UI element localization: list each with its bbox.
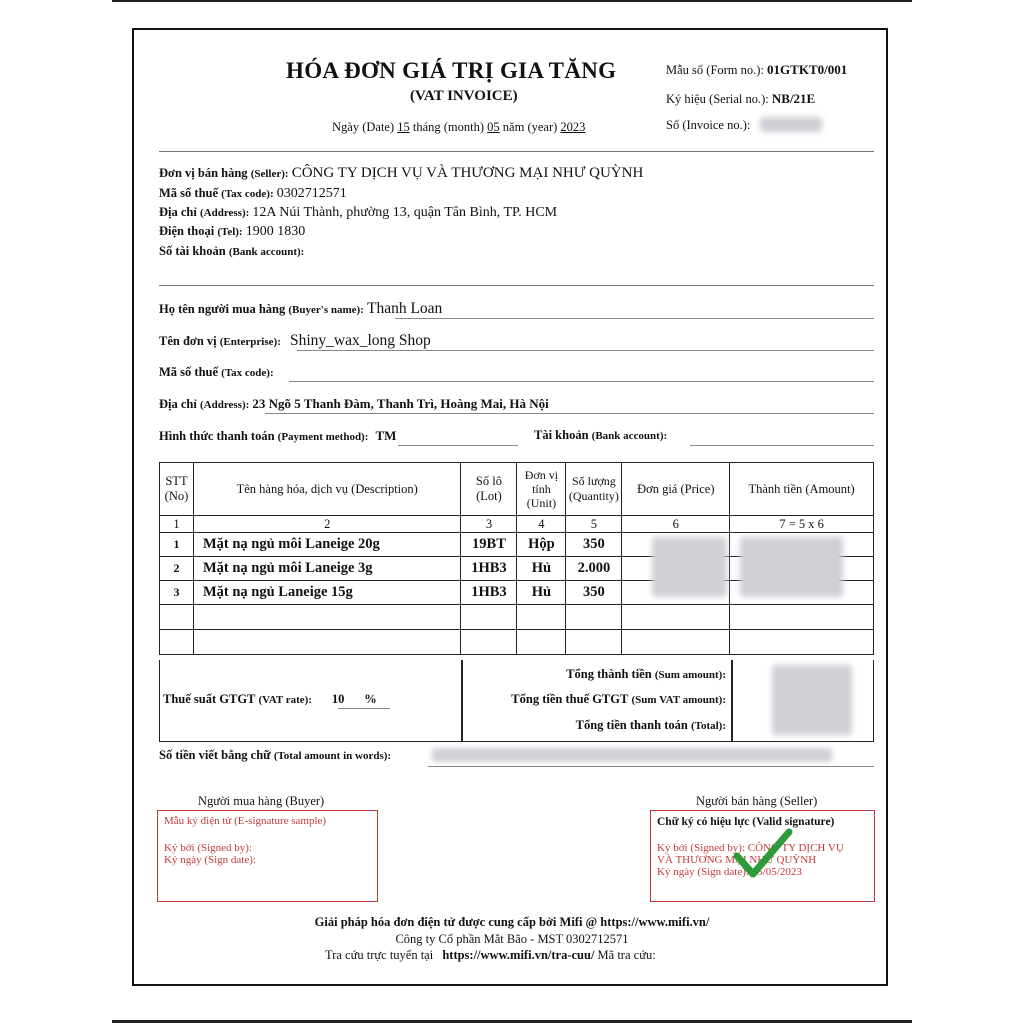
footer-line-1: Giải pháp hóa đơn điện tử được cung cấp bởi Mifi @ https://www.mifi.vn/ (314, 915, 710, 929)
serial-number (666, 91, 815, 107)
invoice-number (666, 118, 750, 133)
vat-amount-label: Tổng tiền thuế GTGT (511, 692, 629, 706)
buyer-name-label: Họ tên người mua hàng (159, 302, 286, 316)
serial-label: Ký hiệu (Serial no.): (666, 92, 769, 106)
seller-sign-date: Ký ngày (Sign date): 15/05/2023 (657, 866, 802, 878)
footer-lookup-link[interactable]: https://www.mifi.vn/tra-cuu/ (442, 948, 595, 962)
words-row (159, 748, 391, 763)
footer-line-2: Công ty Cổ phần Mắt Bão - MST 0302712571 (395, 932, 629, 946)
divider (159, 151, 874, 152)
buyer-bank-row (534, 428, 667, 443)
buyer-bank-label: Tài khoản (534, 428, 589, 442)
seller-tax-row (159, 186, 347, 202)
row-description: Mặt nạ ngủ môi Laneige 3g (193, 557, 461, 581)
amount-redacted (740, 537, 843, 597)
seller-tax-label: Mã số thuế (159, 186, 219, 200)
row-lot: 19BT (461, 533, 517, 557)
buyer-tax-label: Mã số thuế (159, 365, 219, 379)
footer-provider (0, 915, 1024, 930)
footer-company (0, 932, 1024, 947)
seller-bank-row (159, 244, 304, 259)
seller-name-label: Đơn vị bán hàng (159, 166, 248, 180)
buyer-address: 23 Ngõ 5 Thanh Đàm, Thanh Trì, Hoàng Mai, Hà Nội (252, 396, 549, 411)
buyer-name-row (159, 300, 442, 318)
date-month-label: tháng (month) (412, 120, 485, 134)
seller-tel-row (159, 224, 305, 240)
table-header-row (160, 463, 874, 516)
table-number-row (160, 516, 874, 533)
buyer-enterprise-label-en: (Enterprise): (219, 336, 281, 348)
total-label-en: (Total): (690, 720, 726, 732)
sum-amount-label: Tổng thành tiền (566, 667, 652, 681)
words-line (428, 766, 874, 767)
seller-tel-label: Điện thoại (159, 224, 215, 238)
col-number: 7 = 5 x 6 (730, 516, 874, 533)
vat-amount-row (511, 692, 726, 707)
col-number: 4 (517, 516, 566, 533)
serial-value: NB/21E (771, 91, 816, 106)
table-row-empty (160, 630, 874, 655)
seller-name-label-en: (Seller): (250, 168, 289, 180)
seller-signed-by: Ký bởi (Signed by): CÔNG TY DỊCH VỤ (657, 842, 844, 854)
row-lot: 1HB3 (461, 557, 517, 581)
buyer-enterprise-label: Tên đơn vị (159, 334, 217, 348)
footer-lookup-label: Tra cứu trực tuyến tại (325, 948, 434, 962)
header-description: Tên hàng hóa, dịch vụ (Description) (193, 463, 461, 516)
date-year: 2023 (560, 120, 586, 134)
col-number: 6 (622, 516, 730, 533)
seller-address-label-en: (Address): (199, 207, 250, 219)
row-stt: 2 (160, 557, 194, 581)
top-border-line (112, 0, 912, 2)
buyer-enterprise-row (159, 332, 431, 350)
payment-label-en: (Payment method): (277, 431, 369, 443)
header-unit: Đơn vị tính (Unit) (517, 463, 566, 516)
col-number: 3 (461, 516, 517, 533)
vat-rate-row (163, 692, 377, 707)
buyer-tax-row (159, 365, 274, 380)
col-number: 2 (193, 516, 461, 533)
col-number: 5 (566, 516, 622, 533)
buyer-enterprise-line (297, 350, 874, 351)
vat-rate-value: 10 (331, 692, 345, 706)
vat-amount-label-en: (Sum VAT amount): (631, 694, 726, 706)
seller-address-row (159, 205, 557, 221)
bottom-border-line (112, 1020, 912, 1023)
payment-label: Hình thức thanh toán (159, 429, 275, 443)
seller-tax-label-en: (Tax code): (221, 188, 274, 200)
buyer-signed-by: Ký bởi (Signed by): (164, 842, 253, 854)
buyer-name-line (395, 318, 874, 319)
buyer-name: Thanh Loan (366, 300, 443, 317)
sum-amount-row (566, 667, 726, 682)
buyer-bank-line (690, 445, 874, 446)
valid-check-icon (733, 826, 793, 882)
buyer-enterprise: Shiny_wax_long Shop (289, 332, 431, 349)
buyer-tax-label-en: (Tax code): (221, 367, 274, 379)
buyer-address-label: Địa chỉ (159, 397, 197, 411)
vat-rate-label-en: (VAT rate): (258, 694, 312, 706)
invoice-label: Số (Invoice no.): (666, 118, 751, 132)
payment-value: TM (375, 428, 397, 443)
sum-amount-label-en: (Sum amount): (654, 669, 726, 681)
seller-tel: 1900 1830 (245, 224, 306, 239)
header-amount: Thành tiền (Amount) (730, 463, 874, 516)
row-stt: 3 (160, 581, 194, 605)
seller-name: CÔNG TY DỊCH VỤ VÀ THƯƠNG MẠI NHƯ QUỲNH (291, 165, 644, 181)
invoice-subtitle: (VAT INVOICE) (410, 88, 518, 104)
form-value: 01GTKT0/001 (767, 62, 848, 77)
buyer-signature-title: Người mua hàng (Buyer) (198, 794, 325, 808)
header-stt: STT (No) (160, 463, 194, 516)
buyer-tax-line (289, 381, 874, 382)
row-quantity: 350 (566, 581, 622, 605)
seller-name-row (159, 165, 643, 182)
buyer-address-label-en: (Address): (199, 399, 250, 411)
totals-redacted (772, 665, 852, 735)
row-quantity: 350 (566, 533, 622, 557)
payment-line (398, 445, 518, 446)
divider (159, 285, 874, 286)
invoice-date (332, 120, 585, 135)
row-unit: Hủ (517, 557, 566, 581)
buyer-signature-box (157, 810, 378, 902)
vat-rate-label: Thuế suất GTGT (163, 692, 256, 706)
seller-signature-title: Người bán hàng (Seller) (696, 794, 818, 808)
vat-rate-unit: % (364, 692, 377, 706)
total-row (576, 718, 726, 733)
invoice-number-redacted (760, 117, 822, 132)
summary-divider (731, 660, 733, 742)
row-quantity: 2.000 (566, 557, 622, 581)
row-description: Mặt nạ ngủ môi Laneige 20g (193, 533, 461, 557)
footer-lookup-code: Mã tra cứu: (597, 948, 656, 962)
buyer-address-line (265, 413, 874, 414)
header-quantity: Số lượng (Quantity) (566, 463, 622, 516)
words-label-en: (Total amount in words): (273, 750, 392, 762)
seller-bank-label: Số tài khoản (159, 244, 226, 258)
vat-rate-line (338, 708, 390, 709)
row-lot: 1HB3 (461, 581, 517, 605)
seller-tax: 0302712571 (276, 186, 347, 201)
total-label: Tổng tiền thanh toán (575, 718, 688, 732)
date-day-label: Ngày (Date) (332, 120, 395, 134)
buyer-bank-label-en: (Bank account): (591, 430, 668, 442)
payment-row (159, 428, 396, 444)
header-lot: Số lô (Lot) (461, 463, 517, 516)
seller-address: 12A Núi Thành, phường 13, quận Tân Bình, TP. HCM (252, 205, 558, 220)
summary-divider (461, 660, 463, 742)
buyer-esign-sample: Mẫu ký điện tử (E-signature sample) (164, 815, 327, 827)
col-number: 1 (160, 516, 194, 533)
row-unit: Hộp (517, 533, 566, 557)
form-number (666, 62, 847, 78)
price-redacted (652, 537, 727, 597)
words-label: Số tiền viết bằng chữ (159, 748, 271, 762)
date-day: 15 (397, 120, 410, 134)
seller-address-label: Địa chỉ (159, 205, 197, 219)
buyer-name-label-en: (Buyer's name): (288, 304, 364, 316)
seller-valid-signature: Chữ ký có hiệu lực (Valid signature) (657, 816, 835, 828)
date-month: 05 (487, 120, 500, 134)
buyer-sign-date: Ký ngày (Sign date): (164, 854, 256, 866)
date-year-label: năm (year) (502, 120, 558, 134)
form-label: Mẫu số (Form no.): (666, 63, 764, 77)
row-unit: Hủ (517, 581, 566, 605)
seller-tel-label-en: (Tel): (217, 226, 243, 238)
buyer-address-row (159, 396, 549, 412)
seller-bank-label-en: (Bank account): (228, 246, 305, 258)
table-row-empty (160, 605, 874, 630)
invoice-title: HÓA ĐƠN GIÁ TRỊ GIA TĂNG (286, 58, 617, 83)
row-stt: 1 (160, 533, 194, 557)
header-price: Đơn giá (Price) (622, 463, 730, 516)
footer-lookup (325, 948, 656, 963)
seller-signed-by-2: VÀ THƯƠNG MẠI NHƯ QUỲNH (657, 854, 817, 866)
words-redacted (432, 748, 832, 762)
row-description: Mặt nạ ngủ Laneige 15g (193, 581, 461, 605)
